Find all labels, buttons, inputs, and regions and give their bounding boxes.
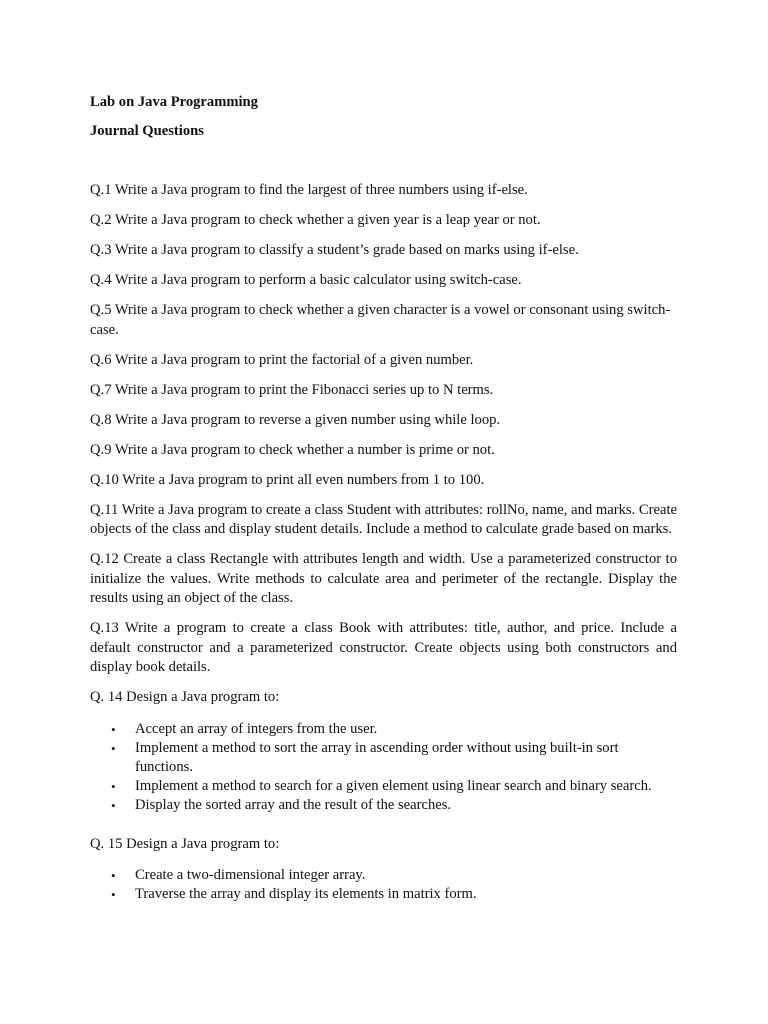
document-content <box>90 93 677 904</box>
question-14: Q. 14 Design a Java program to: <box>90 689 280 705</box>
bullet-icon: • <box>111 778 116 794</box>
bullet-icon: • <box>111 887 116 902</box>
bullet-icon: • <box>111 868 116 883</box>
list-item <box>90 739 677 777</box>
list-item <box>90 885 677 904</box>
question-6: Q.6 Write a Java program to print the factorial of a given number. <box>90 351 474 368</box>
question-8: Q.8 Write a Java program to reverse a given number using while loop. <box>90 411 501 428</box>
question-3: Q.3 Write a Java program to classify a student’s grade based on marks using if-else. <box>90 242 579 258</box>
question-1: Q.1 Write a Java program to find the largest of three numbers using if-else. <box>90 182 528 198</box>
question-14-bullet-list <box>90 720 677 815</box>
list-item <box>90 866 677 885</box>
bullet-text: Accept an array of integers from the user. <box>135 720 378 737</box>
document-subtitle: Journal Questions <box>90 123 204 139</box>
bullet-icon: • <box>111 797 116 813</box>
list-item <box>90 796 677 815</box>
question-9: Q.9 Write a Java program to check whether a number is prime or not. <box>90 441 495 458</box>
question-10: Q.10 Write a Java program to print all even numbers from 1 to 100. <box>90 471 485 488</box>
bullet-text: Implement a method to search for a given element using linear search and binary search. <box>135 777 652 794</box>
question-5: Q.5 Write a Java program to check whether a given character is a vowel or consonant using switch-case. <box>90 302 671 338</box>
question-4: Q.4 Write a Java program to perform a basic calculator using switch-case. <box>90 272 522 288</box>
bullet-icon: • <box>111 721 116 737</box>
list-item <box>90 720 677 739</box>
list-item <box>90 777 677 796</box>
bullet-text: Create a two-dimensional integer array. <box>135 867 366 883</box>
document-title: Lab on Java Programming <box>90 94 258 110</box>
bullet-icon: • <box>111 740 116 756</box>
question-12: Q.12 Create a class Rectangle with attributes length and width. Use a parameterized constructor to initialize the values. Write methods to calculate area and perimeter of the rectangle. Display the results using an object of the class. <box>90 551 677 606</box>
question-2: Q.2 Write a Java program to check whether a given year is a leap year or not. <box>90 212 541 228</box>
question-11: Q.11 Write a Java program to create a class Student with attributes: rollNo, name, and marks. Create objects of the class and display student details. Include a method to calculate grade based on marks. <box>90 501 677 537</box>
question-15: Q. 15 Design a Java program to: <box>90 835 280 852</box>
bullet-text: Display the sorted array and the result of the searches. <box>135 796 452 813</box>
bullet-text: Implement a method to sort the array in ascending order without using built-in sort functions. <box>135 739 619 775</box>
bullet-text: Traverse the array and display its elements in matrix form. <box>135 886 477 902</box>
question-15-bullet-list <box>90 866 677 904</box>
question-13: Q.13 Write a program to create a class Book with attributes: title, author, and price. Include a default constructor and a parameterized constructor. Create objects using both constructors and display book details. <box>90 620 677 675</box>
question-7: Q.7 Write a Java program to print the Fibonacci series up to N terms. <box>90 381 494 398</box>
